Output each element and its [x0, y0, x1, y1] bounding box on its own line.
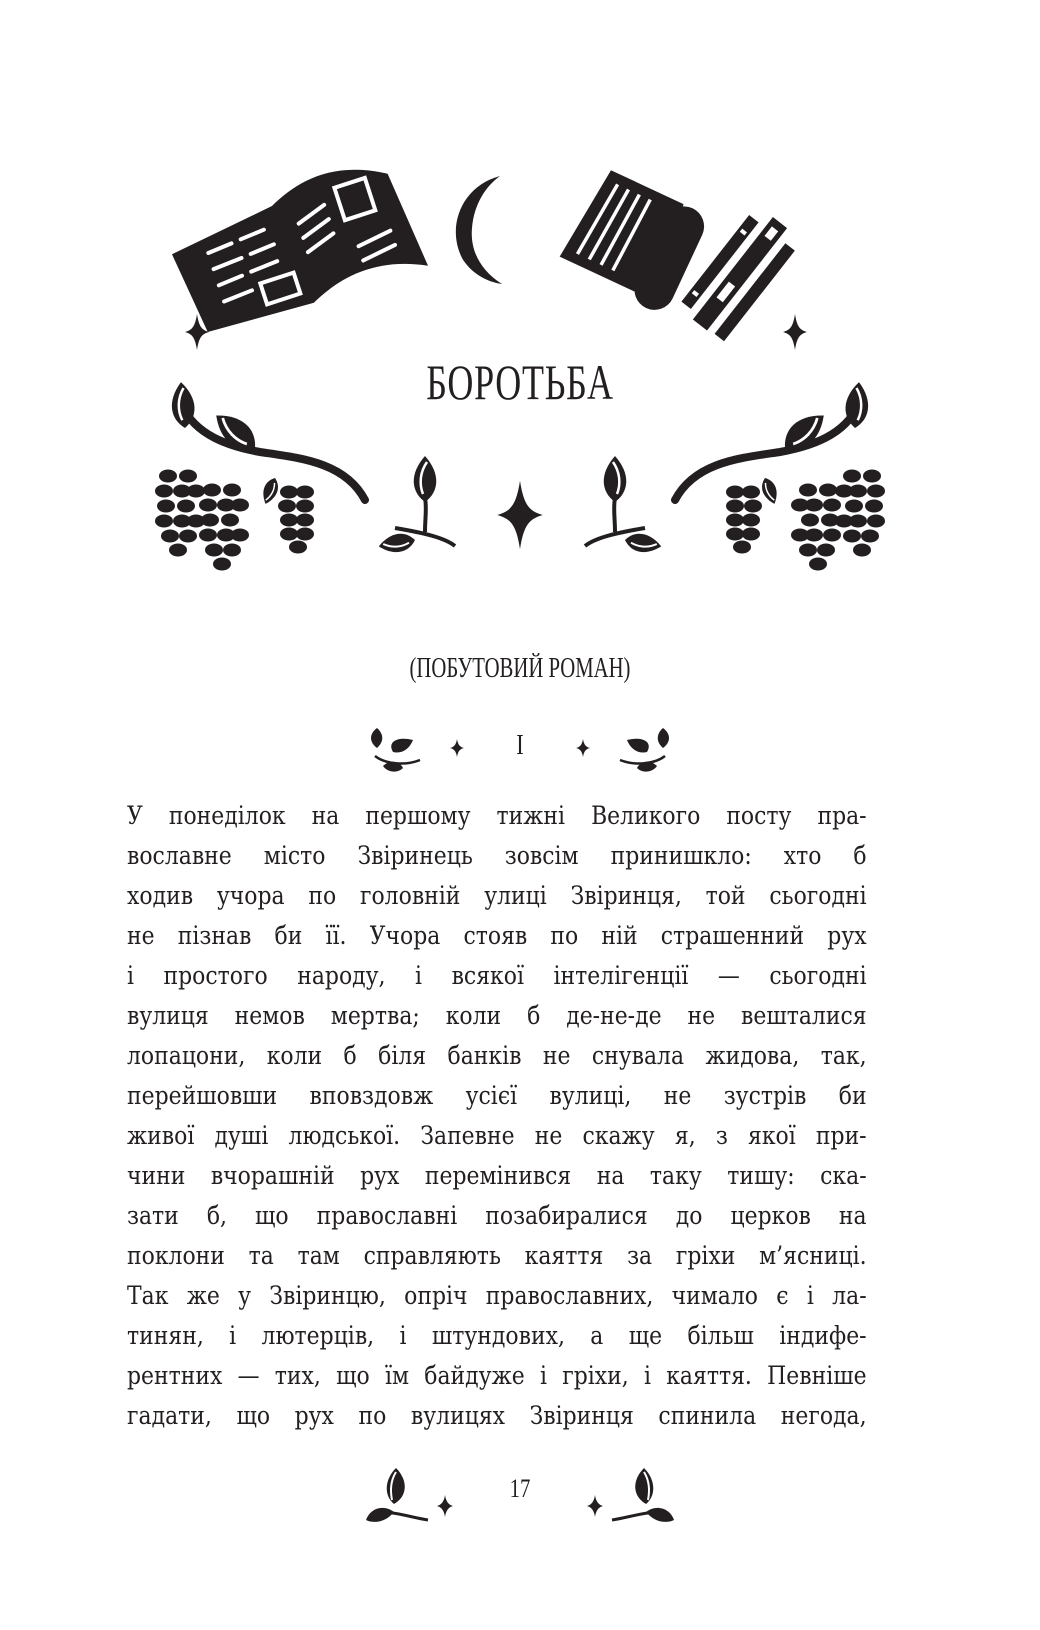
chapter-title: БОРОТЬБА	[426, 354, 614, 410]
sparkle-star-icon	[497, 481, 543, 549]
text-line: рентних — тих, що їм байдуже і гріхи, і каяття. Певніше	[127, 1361, 867, 1391]
sparkle-star-icon	[783, 314, 807, 350]
text-line: У понеділок на першому тижні Великого посту пра-	[127, 801, 867, 831]
text-line: живої душі людської. Запевне не скажу я, з якої при-	[127, 1121, 867, 1151]
newspaper-icon	[163, 152, 428, 340]
text-line: тинян, і лютерців, і штундових, а ще більш індифе-	[127, 1321, 867, 1351]
text-line: поклони та там справляють каяття за гріхи м’ясниці.	[127, 1241, 867, 1271]
text-line: зати б, що православні позабиралися до церков на	[127, 1201, 867, 1231]
text-line: лопацони, коли б біля банків не снувала жидова, так,	[127, 1041, 867, 1071]
text-line: вославне місто Звіринець зовсім принишкло: хто б	[127, 841, 867, 871]
text-line: чини вчорашній рух перемінився на таку тишу: ска-	[127, 1161, 867, 1191]
text-line: Так же у Звіринцю, опріч православних, чимало є і ла-	[127, 1281, 867, 1311]
leaf-sprig-icon	[585, 456, 663, 555]
text-line: не пізнав би її. Учора стояв по ній страшенний рух	[127, 921, 867, 951]
text-line: вулиця немов мертва; коли б де-не-де не вешталися	[127, 1001, 867, 1031]
header-ornament	[0, 0, 1040, 600]
text-line: перейшовши вповздовж усієї вулиці, не зустрів би	[127, 1081, 867, 1111]
text-line: гадати, що рух по вулицях Звіринця спинила негода,	[127, 1401, 867, 1431]
leaf-sprig-icon	[377, 456, 455, 555]
scroll-icon	[555, 166, 710, 316]
page-number: 17	[509, 1474, 531, 1503]
section-number: I	[516, 730, 524, 761]
crescent-moon-icon	[456, 176, 502, 284]
chapter-subtitle: (ПОБУТОВИЙ РОМАН)	[409, 653, 631, 684]
text-line: ходив учора по головній улиці Звіринця, той сьогодні	[127, 881, 867, 911]
text-line: і простого народу, і всякої інтелігенції — сьогодні	[127, 961, 867, 991]
body-text	[127, 796, 867, 1436]
